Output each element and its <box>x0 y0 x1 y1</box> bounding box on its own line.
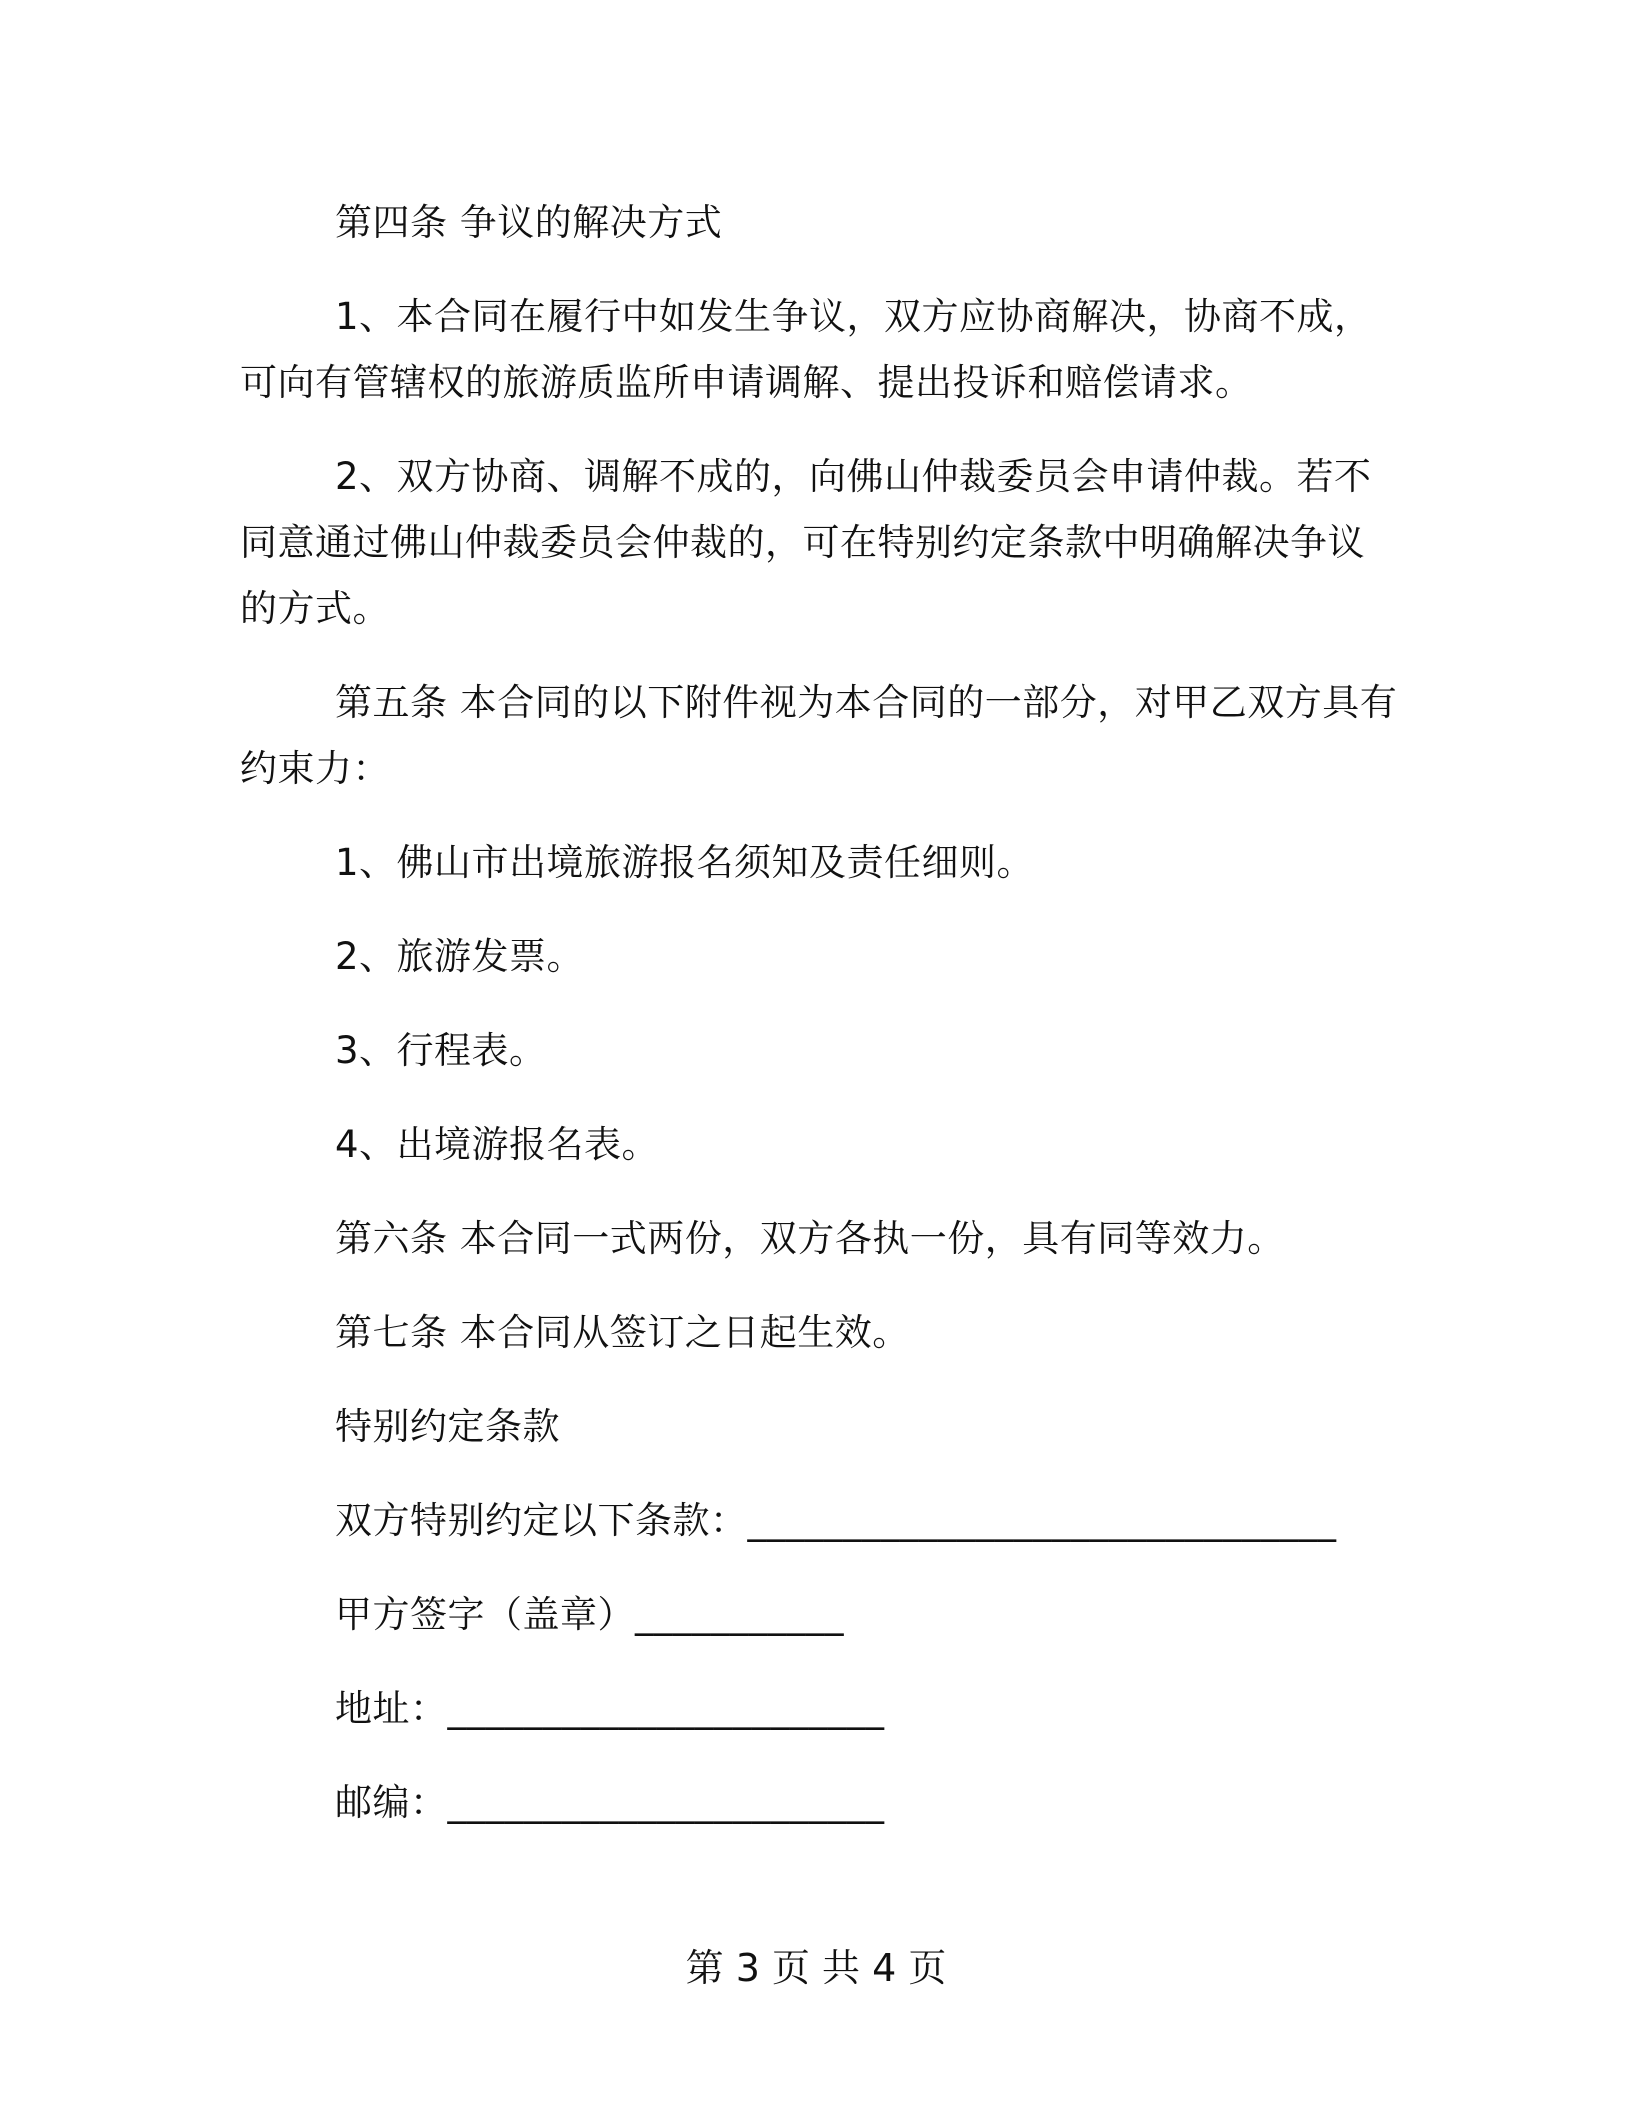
article4-item2-line2: 同意通过佛山仲裁委员会仲裁的，可在特别约定条款中明确解决争议 <box>240 521 1365 564</box>
attachment-item-2: 2、旅游发票。 <box>335 935 585 978</box>
attachment-item <box>240 924 1380 990</box>
address-block <box>240 1676 1380 1742</box>
special-heading-block <box>240 1394 1380 1460</box>
special-terms-field: 双方特别约定以下条款：_______________________________ <box>335 1499 1337 1542</box>
article4-item2-line3: 的方式。 <box>240 587 390 630</box>
attachment-item-3: 3、行程表。 <box>335 1029 547 1072</box>
article4-heading-block <box>240 190 1380 256</box>
party-a-signature-field: 甲方签字（盖章）___________ <box>335 1593 844 1636</box>
document-body <box>240 190 1398 1864</box>
article4-item1-line1: 1、本合同在履行中如发生争议，双方应协商解决，协商不成， <box>335 295 1372 338</box>
postcode-block <box>240 1770 1380 1836</box>
attachment-item <box>240 1112 1380 1178</box>
page-number-footer: 第 3 页 共 4 页 <box>685 1946 947 1990</box>
address-field: 地址：_______________________ <box>335 1687 885 1730</box>
special-terms-block <box>240 1488 1380 1554</box>
article4-item2 <box>240 444 1380 642</box>
article4-item1-line2: 可向有管辖权的旅游质监所申请调解、提出投诉和赔偿请求。 <box>240 361 1253 404</box>
attachment-item-4: 4、出境游报名表。 <box>335 1123 660 1166</box>
article6-text: 第六条 本合同一式两份，双方各执一份，具有同等效力。 <box>335 1217 1285 1260</box>
article7-text: 第七条 本合同从签订之日起生效。 <box>335 1311 910 1354</box>
party-a-signature-block <box>240 1582 1380 1648</box>
postcode-field: 邮编：_______________________ <box>335 1781 885 1824</box>
article7 <box>240 1300 1380 1366</box>
article5 <box>240 670 1398 802</box>
special-heading: 特别约定条款 <box>335 1405 560 1448</box>
attachment-item <box>240 830 1380 896</box>
article4-item1 <box>240 284 1380 416</box>
article4-heading: 第四条 争议的解决方式 <box>335 201 723 244</box>
attachment-item <box>240 1018 1380 1084</box>
attachment-item-1: 1、佛山市出境旅游报名须知及责任细则。 <box>335 841 1035 884</box>
article4-item2-line1: 2、双方协商、调解不成的，向佛山仲裁委员会申请仲裁。若不 <box>335 455 1372 498</box>
article5-line2: 约束力： <box>240 747 390 790</box>
article5-line1: 第五条 本合同的以下附件视为本合同的一部分，对甲乙双方具有 <box>335 681 1398 724</box>
article6 <box>240 1206 1380 1272</box>
